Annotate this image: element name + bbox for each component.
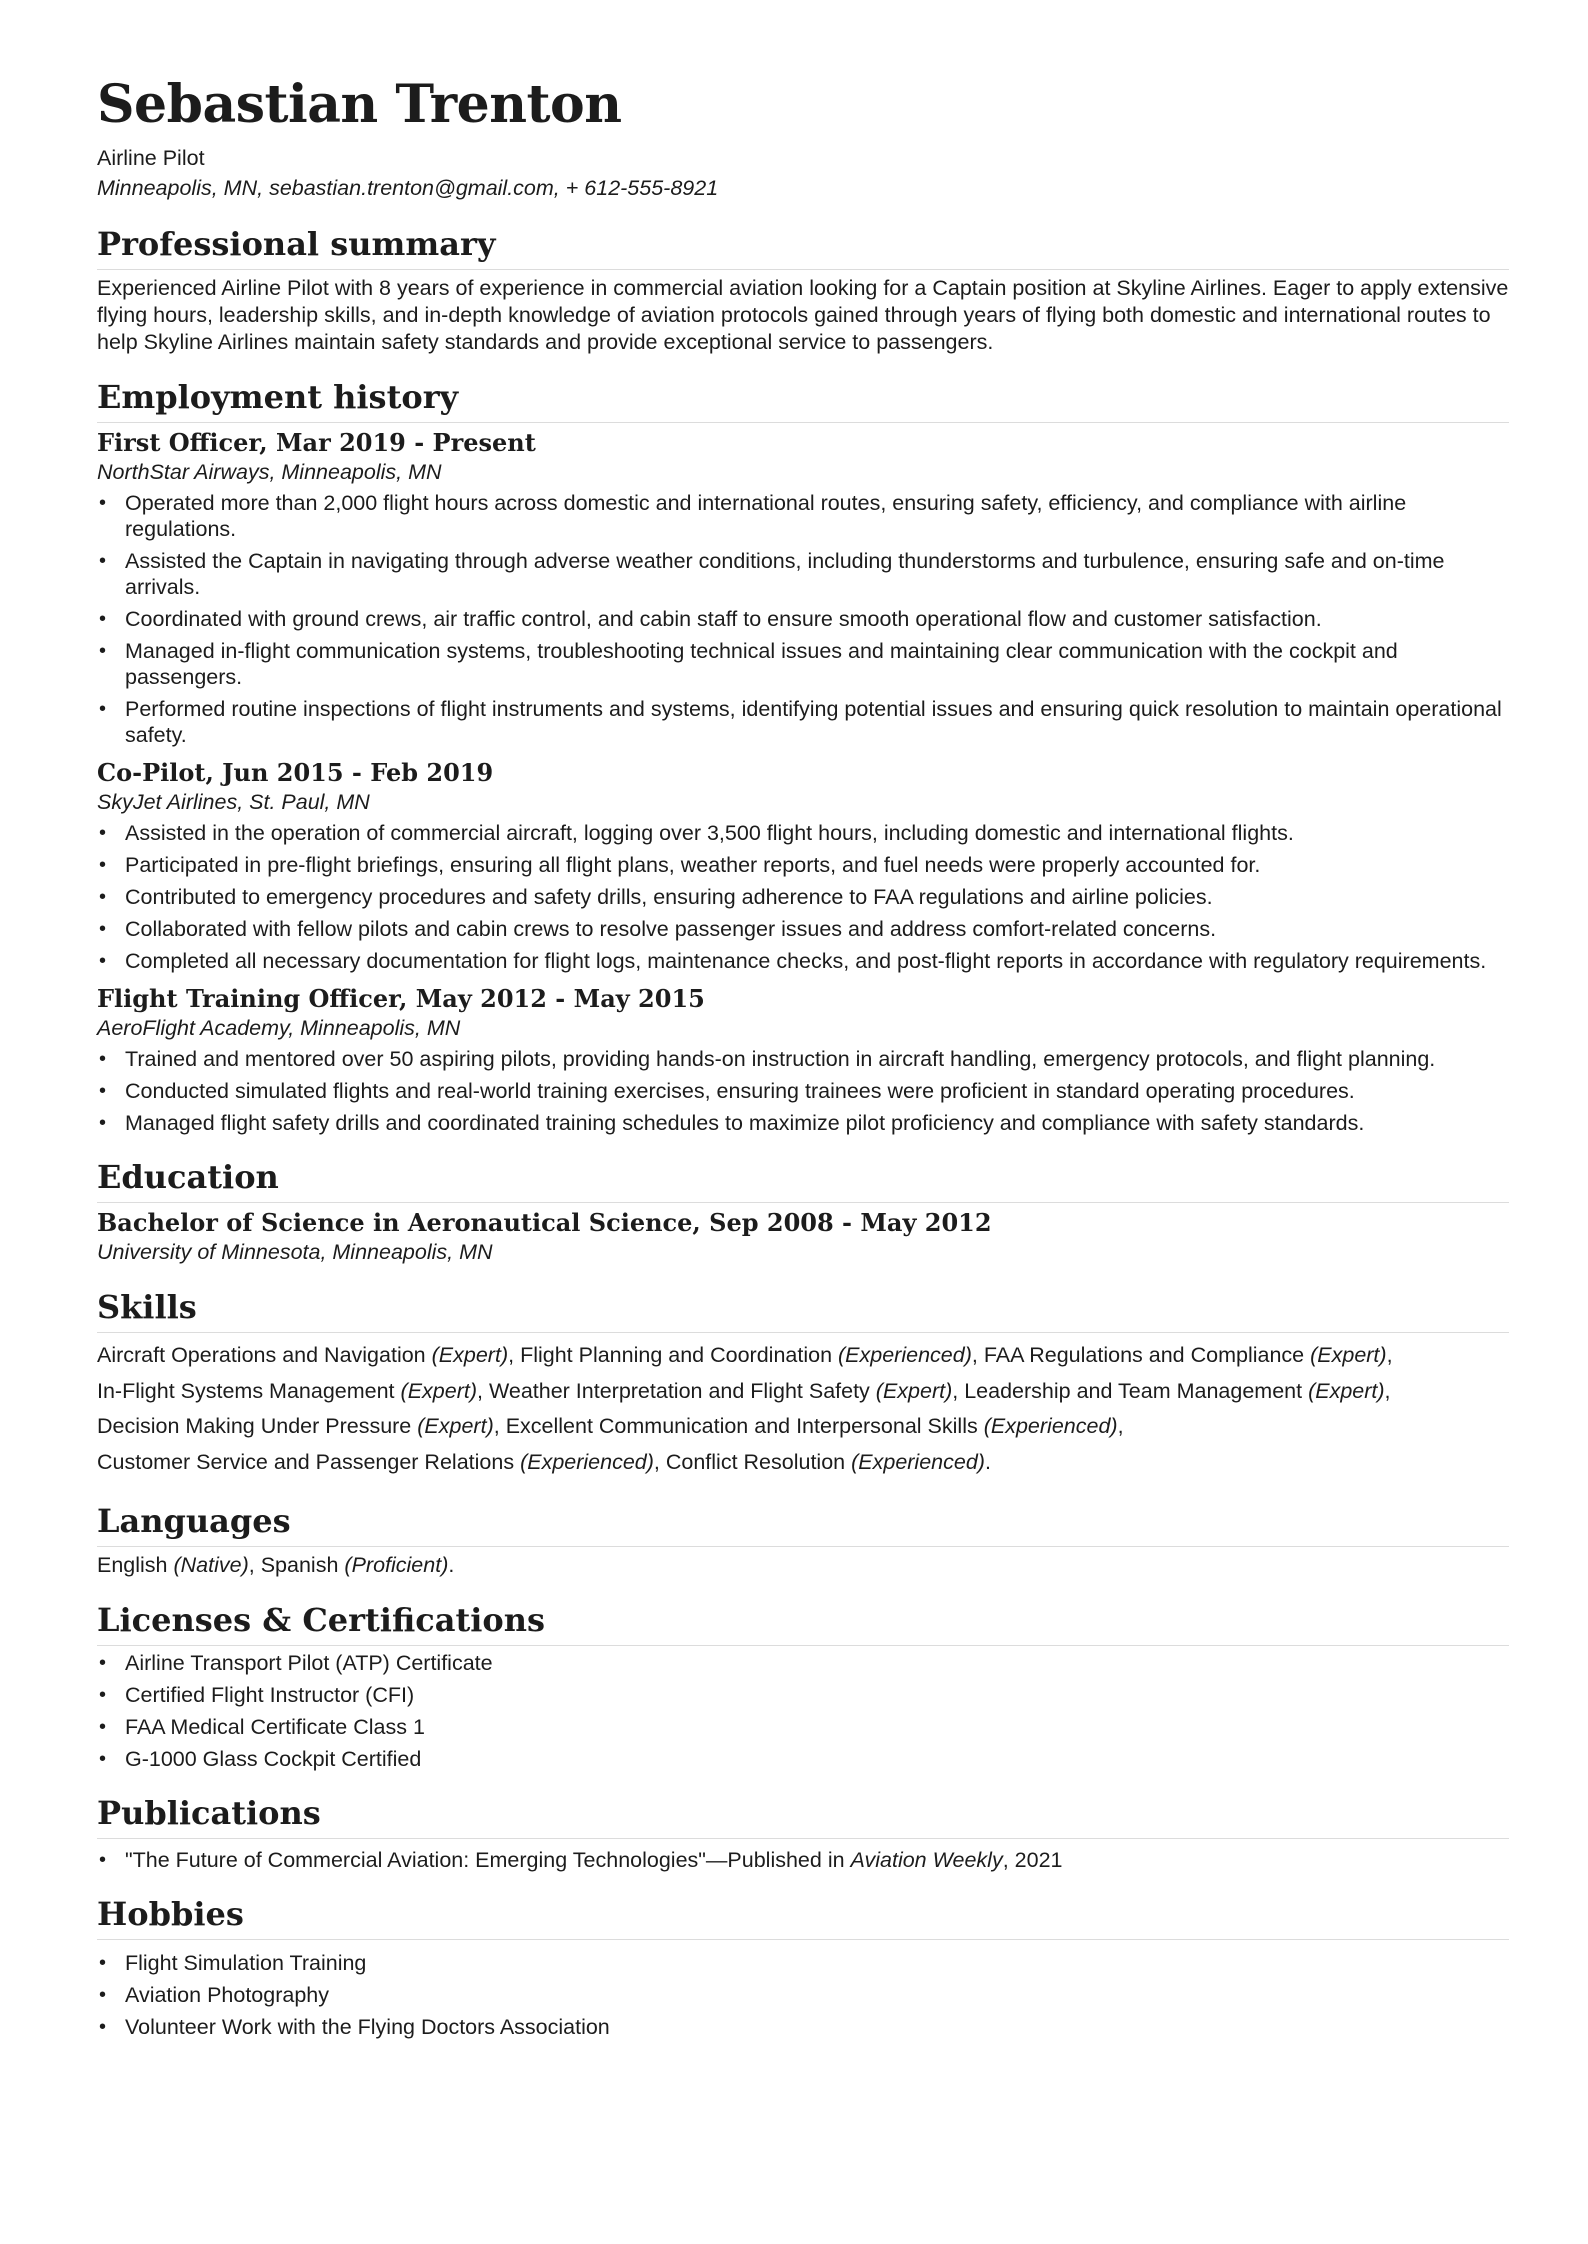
job-bullet: • Trained and mentored over 50 aspiring pilots, providing hands-on instruction in aircraft handling, emergency protocols, and flight planning. bbox=[97, 1046, 1509, 1072]
publication-venue: Aviation Weekly bbox=[850, 1848, 1003, 1872]
candidate-role: Airline Pilot bbox=[97, 146, 205, 170]
separator: , bbox=[653, 1449, 666, 1474]
skills-section bbox=[97, 1286, 1509, 1480]
summary-heading: Professional summary bbox=[97, 223, 1509, 270]
licenses-list bbox=[97, 1650, 1509, 1772]
job-bullet: • Contributed to emergency procedures and safety drills, ensuring adherence to FAA regulations and airline policies. bbox=[97, 884, 1509, 910]
publications-heading: Publications bbox=[97, 1792, 1509, 1839]
hobbies-list bbox=[97, 1950, 1509, 2040]
skill-name: Aircraft Operations and Navigation bbox=[97, 1343, 426, 1367]
job-bullets bbox=[97, 490, 1509, 748]
separator: , bbox=[508, 1343, 521, 1367]
skill-level: (Expert) bbox=[431, 1343, 509, 1367]
skill-level: (Expert) bbox=[400, 1378, 477, 1403]
skill-level: (Expert) bbox=[1308, 1378, 1385, 1403]
publication-year: , 2021 bbox=[1002, 1848, 1063, 1872]
degree-title: Bachelor of Science in Aeronautical Science, Sep 2008 - May 2012 bbox=[97, 1208, 992, 1237]
skill-level: (Expert) bbox=[1310, 1343, 1387, 1367]
skill-level: (Expert) bbox=[875, 1378, 953, 1403]
job-bullet: • Completed all necessary documentation for flight logs, maintenance checks, and post-flight reports in accordance with regulatory requirements. bbox=[97, 948, 1509, 974]
language-name: Spanish bbox=[260, 1553, 339, 1577]
skill-name: Flight Planning and Coordination bbox=[520, 1343, 833, 1367]
separator: , bbox=[971, 1343, 984, 1367]
publication-title: "The Future of Commercial Aviation: Emerging Technologies"—Published in bbox=[125, 1848, 851, 1872]
separator: , bbox=[952, 1378, 965, 1403]
summary-section bbox=[97, 223, 1509, 356]
separator: , bbox=[1117, 1414, 1124, 1438]
skill-level: (Expert) bbox=[417, 1414, 494, 1438]
languages-list bbox=[97, 1552, 1509, 1579]
job-title: Flight Training Officer, May 2012 - May 2015 bbox=[97, 984, 705, 1013]
skill-level: (Experienced) bbox=[838, 1343, 972, 1367]
skill-level: (Experienced) bbox=[851, 1449, 985, 1474]
skill-name: Leadership and Team Management bbox=[964, 1378, 1303, 1403]
job-organization: AeroFlight Academy, Minneapolis, MN bbox=[97, 1016, 461, 1040]
job-title: First Officer, Mar 2019 - Present bbox=[97, 428, 536, 457]
separator: , bbox=[1384, 1378, 1391, 1403]
job-organization: NorthStar Airways, Minneapolis, MN bbox=[97, 460, 442, 484]
job-organization: SkyJet Airlines, St. Paul, MN bbox=[97, 790, 370, 814]
skill-name: Decision Making Under Pressure bbox=[97, 1414, 412, 1438]
language-level: (Native) bbox=[173, 1553, 249, 1577]
languages-section bbox=[97, 1500, 1509, 1579]
language-level: (Proficient) bbox=[344, 1553, 449, 1577]
skill-name: Customer Service and Passenger Relations bbox=[97, 1449, 515, 1474]
license-item: • G-1000 Glass Cockpit Certified bbox=[97, 1746, 1509, 1772]
hobby-item: • Flight Simulation Training bbox=[97, 1950, 1509, 1976]
language-name: English bbox=[97, 1553, 168, 1577]
contact-line: Minneapolis, MN, sebastian.trenton@gmail.com, + 612-555-8921 bbox=[97, 176, 719, 200]
separator: . bbox=[448, 1553, 455, 1577]
job-bullet: • Assisted in the operation of commercial aircraft, logging over 3,500 flight hours, including domestic and international flights. bbox=[97, 820, 1509, 846]
hobbies-section bbox=[97, 1893, 1509, 2040]
licenses-heading: Licenses & Certifications bbox=[97, 1599, 1509, 1646]
resume-header bbox=[97, 75, 1509, 203]
separator: , bbox=[493, 1414, 506, 1438]
education-section bbox=[97, 1156, 1509, 1266]
school-name: University of Minnesota, Minneapolis, MN bbox=[97, 1240, 493, 1264]
hobby-item: • Volunteer Work with the Flying Doctors Association bbox=[97, 2014, 1509, 2040]
separator: . bbox=[984, 1449, 991, 1474]
hobbies-heading: Hobbies bbox=[97, 1893, 1509, 1940]
job-bullet: • Managed flight safety drills and coordinated training schedules to maximize pilot proficiency and compliance with safety standards. bbox=[97, 1110, 1509, 1136]
skill-level: (Experienced) bbox=[983, 1414, 1118, 1438]
licenses-section bbox=[97, 1599, 1509, 1772]
job-entry bbox=[97, 428, 1509, 748]
skill-level: (Experienced) bbox=[520, 1449, 654, 1474]
job-bullets bbox=[97, 1046, 1509, 1136]
skill-name: Excellent Communication and Interpersonal Skills bbox=[505, 1414, 978, 1438]
job-entry bbox=[97, 758, 1509, 974]
employment-heading: Employment history bbox=[97, 376, 1509, 423]
license-item: • Certified Flight Instructor (CFI) bbox=[97, 1682, 1509, 1708]
license-item: • Airline Transport Pilot (ATP) Certificate bbox=[97, 1650, 1509, 1676]
separator: , bbox=[477, 1378, 489, 1403]
resume-page bbox=[97, 75, 1509, 2046]
job-bullet: • Collaborated with fellow pilots and cabin crews to resolve passenger issues and address comfort-related concerns. bbox=[97, 916, 1509, 942]
publication-item bbox=[97, 1847, 1509, 1873]
education-heading: Education bbox=[97, 1156, 1509, 1203]
skill-name: Conflict Resolution bbox=[665, 1449, 846, 1474]
job-bullets bbox=[97, 820, 1509, 974]
skill-name: In-Flight Systems Management bbox=[97, 1378, 395, 1403]
publications-list bbox=[97, 1847, 1509, 1873]
candidate-name: Sebastian Trenton bbox=[97, 74, 622, 135]
job-bullet: • Assisted the Captain in navigating through adverse weather conditions, including thunderstorms and turbulence, ensuring safe and on-time arrivals. bbox=[97, 548, 1509, 600]
hobby-item: • Aviation Photography bbox=[97, 1982, 1509, 2008]
job-bullet: • Managed in-flight communication systems, troubleshooting technical issues and maintaining clear communication with the cockpit and passengers. bbox=[97, 638, 1509, 690]
languages-heading: Languages bbox=[97, 1500, 1509, 1547]
separator: , bbox=[248, 1553, 261, 1577]
skills-heading: Skills bbox=[97, 1286, 1509, 1333]
license-item: • FAA Medical Certificate Class 1 bbox=[97, 1714, 1509, 1740]
job-bullet: • Operated more than 2,000 flight hours across domestic and international routes, ensuring safety, efficiency, and compliance with airline regulations. bbox=[97, 490, 1509, 542]
job-bullet: • Coordinated with ground crews, air traffic control, and cabin staff to ensure smooth operational flow and customer satisfaction. bbox=[97, 606, 1509, 632]
summary-text: Experienced Airline Pilot with 8 years of experience in commercial aviation looking for a Captain position at Skyline Airlines. Eager to apply extensive flying hours, leadership skills, and in-depth knowledge of aviation protocols gained through years of flying both domestic and international routes to help Skyline Airlines maintain safety standards and provide exceptional service to passengers. bbox=[97, 276, 1509, 354]
job-bullet: • Performed routine inspections of flight instruments and systems, identifying potential issues and ensuring quick resolution to maintain operational safety. bbox=[97, 696, 1509, 748]
skills-list bbox=[97, 1338, 1509, 1480]
job-entry bbox=[97, 984, 1509, 1136]
skill-name: FAA Regulations and Compliance bbox=[983, 1343, 1305, 1367]
job-bullet: • Participated in pre-flight briefings, ensuring all flight plans, weather reports, and fuel needs were properly accounted for. bbox=[97, 852, 1509, 878]
separator: , bbox=[1386, 1343, 1393, 1367]
job-title: Co-Pilot, Jun 2015 - Feb 2019 bbox=[97, 758, 494, 787]
employment-section bbox=[97, 376, 1509, 1136]
skill-name: Weather Interpretation and Flight Safety bbox=[488, 1378, 870, 1403]
publications-section bbox=[97, 1792, 1509, 1873]
job-bullet: • Conducted simulated flights and real-world training exercises, ensuring trainees were proficient in standard operating procedures. bbox=[97, 1078, 1509, 1104]
